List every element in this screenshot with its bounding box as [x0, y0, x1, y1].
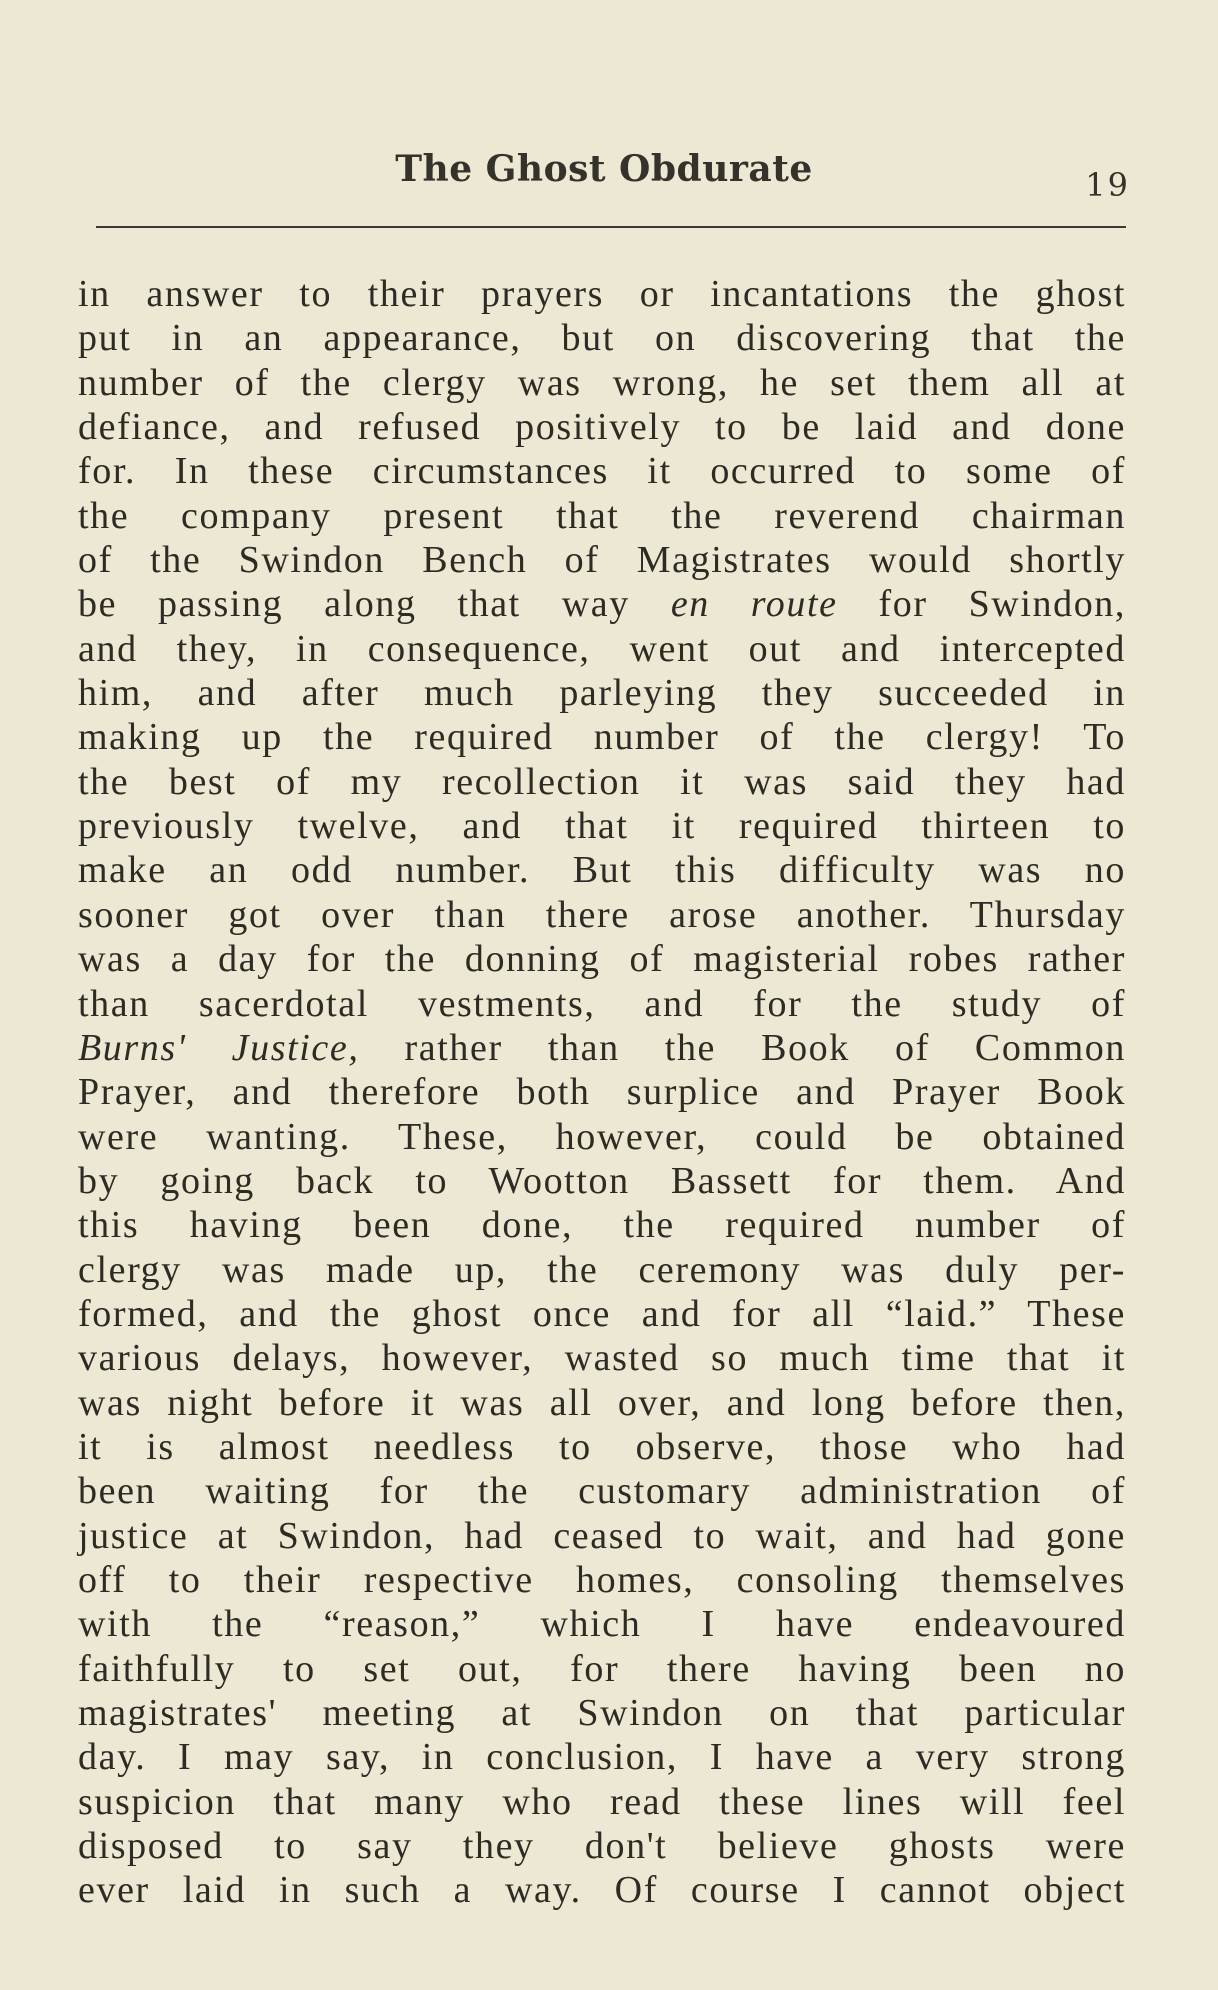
- text-line: him, and after much parleying they succeeded in: [78, 672, 1126, 715]
- text-line: make an odd number. But this difficulty was no: [78, 849, 1126, 892]
- text-line: and they, in consequence, went out and intercepted: [78, 627, 1126, 670]
- text-line: the company present that the reverend chairman: [78, 494, 1126, 537]
- text-line: various delays, however, wasted so much time that it: [78, 1337, 1126, 1380]
- text-line: it is almost needless to observe, those who had: [78, 1425, 1126, 1468]
- text-line: was night before it was all over, and long before then,: [78, 1381, 1126, 1424]
- text-line: this having been done, the required number of: [78, 1204, 1126, 1247]
- text-line: sooner got over than there arose another. Thursday: [78, 893, 1126, 936]
- text-line: be passing along that way en route for Swindon,: [78, 583, 1127, 626]
- text-line: for. In these circumstances it occurred to some of: [78, 450, 1126, 493]
- text-line: in answer to their prayers or incantations the ghost: [78, 273, 1126, 315]
- text-line: Burns' Justice, rather than the Book of Common: [78, 1026, 1126, 1069]
- text-line: formed, and the ghost once and for all “laid.” These: [78, 1292, 1126, 1335]
- text-line: suspicion that many who read these lines will feel: [78, 1780, 1126, 1823]
- text-line: been waiting for the customary administration of: [78, 1470, 1126, 1513]
- text-line: day. I may say, in conclusion, I have a very strong: [78, 1736, 1126, 1779]
- text-line: were wanting. These, however, could be obtained: [78, 1115, 1126, 1158]
- italic-phrase: en route: [670, 583, 838, 626]
- text-line: making up the required number of the clergy! To: [78, 716, 1126, 759]
- text-line: of the Swindon Bench of Magistrates would shortly: [78, 539, 1126, 582]
- running-head: [78, 148, 1130, 208]
- running-title: The Ghost Obdurate: [395, 148, 813, 190]
- text-line: off to their respective homes, consoling themselves: [78, 1558, 1126, 1601]
- text-line: by going back to Wootton Bassett for them. And: [78, 1159, 1126, 1202]
- italic-phrase: Burns' Justice,: [78, 1026, 360, 1069]
- text-line: faithfully to set out, for there having been no: [78, 1647, 1126, 1690]
- text-line: than sacerdotal vestments, and for the study of: [78, 982, 1126, 1025]
- text-line: put in an appearance, but on discovering that the: [78, 317, 1126, 360]
- text-line: disposed to say they don't believe ghosts were: [78, 1825, 1126, 1868]
- body-text: [78, 272, 1126, 1913]
- text-line: Prayer, and therefore both surplice and Prayer Book: [78, 1071, 1126, 1114]
- text-line: clergy was made up, the ceremony was duly per-: [78, 1248, 1126, 1291]
- text-line: previously twelve, and that it required thirteen to: [78, 805, 1126, 848]
- text-line: defiance, and refused positively to be laid and done: [78, 406, 1126, 449]
- text-line: with the “reason,” which I have endeavoured: [78, 1603, 1126, 1646]
- text-line: was a day for the donning of magisterial robes rather: [78, 938, 1126, 981]
- text-line: magistrates' meeting at Swindon on that particular: [78, 1692, 1126, 1734]
- page-number: 19: [1085, 166, 1130, 204]
- text-line: number of the clergy was wrong, he set them all at: [78, 361, 1126, 404]
- text-line: ever laid in such a way. Of course I cannot object: [78, 1869, 1126, 1912]
- text-line: justice at Swindon, had ceased to wait, and had gone: [78, 1514, 1126, 1557]
- header-rule: [96, 226, 1126, 228]
- text-line: the best of my recollection it was said they had: [78, 760, 1126, 803]
